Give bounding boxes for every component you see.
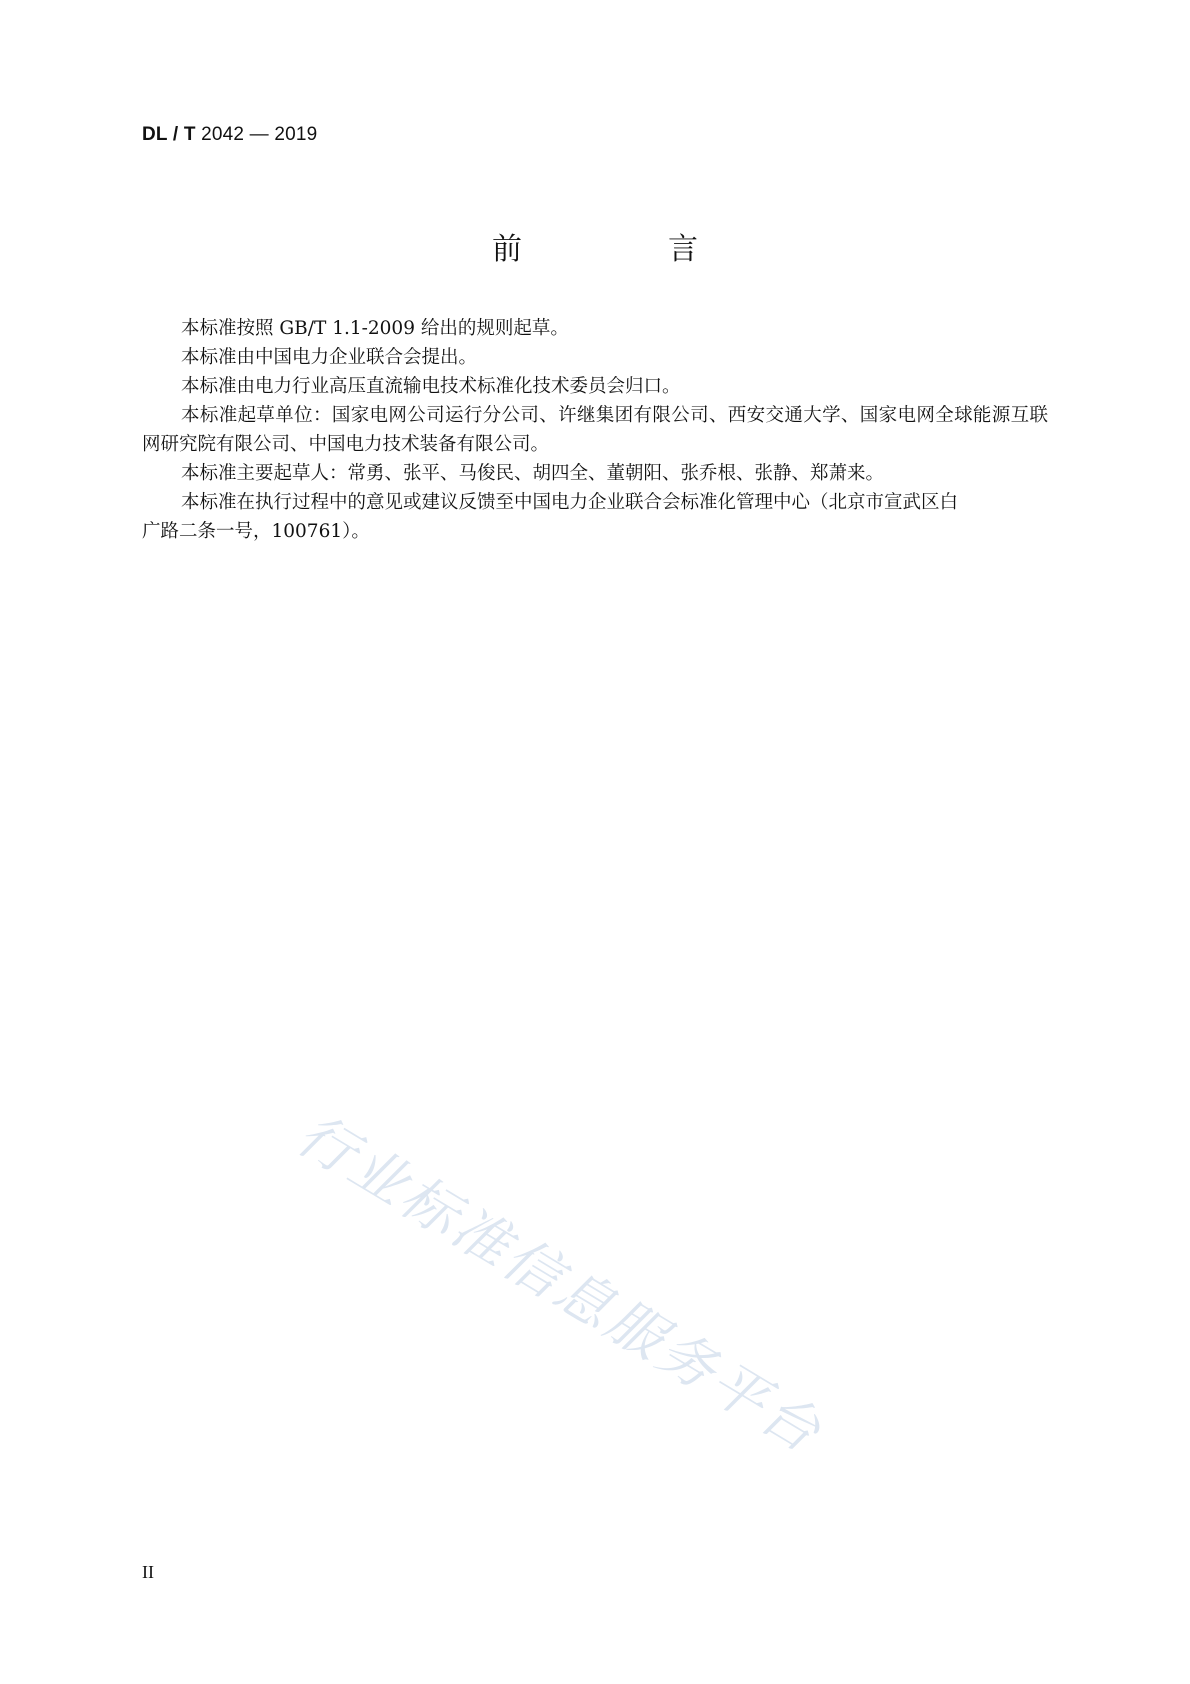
watermark: 行业标准信息服务平台	[285, 1101, 834, 1467]
paragraph-committee: 本标准由电力行业高压直流输电技术标准化技术委员会归口。	[181, 376, 681, 397]
page-title: 前 言	[492, 232, 756, 267]
page-number: II	[142, 1562, 154, 1582]
paragraph-drafting-units: 本标准起草单位：国家电网公司运行分公司、许继集团有限公司、西安交通大学、国家电网全球能源互联网研究院有限公司、中国电力技术装备有限公司。	[142, 405, 1048, 455]
standard-number: 2042 — 2019	[201, 124, 318, 145]
document-header	[142, 124, 317, 146]
paragraph-feedback-address: 广路二条一号，100761）。	[142, 521, 370, 542]
paragraph-proposer: 本标准由中国电力企业联合会提出。	[181, 347, 478, 368]
standard-code: DL / T	[142, 124, 196, 145]
foreword-body	[142, 314, 1048, 546]
paragraph-drafting-rules: 本标准按照 GB/T 1.1-2009 给出的规则起草。	[181, 318, 569, 339]
paragraph-feedback: 本标准在执行过程中的意见或建议反馈至中国电力企业联合会标准化管理中心（北京市宣武区白	[181, 492, 959, 513]
paragraph-drafters: 本标准主要起草人：常勇、张平、马俊民、胡四全、董朝阳、张乔根、张静、郑萧来。	[181, 463, 885, 484]
